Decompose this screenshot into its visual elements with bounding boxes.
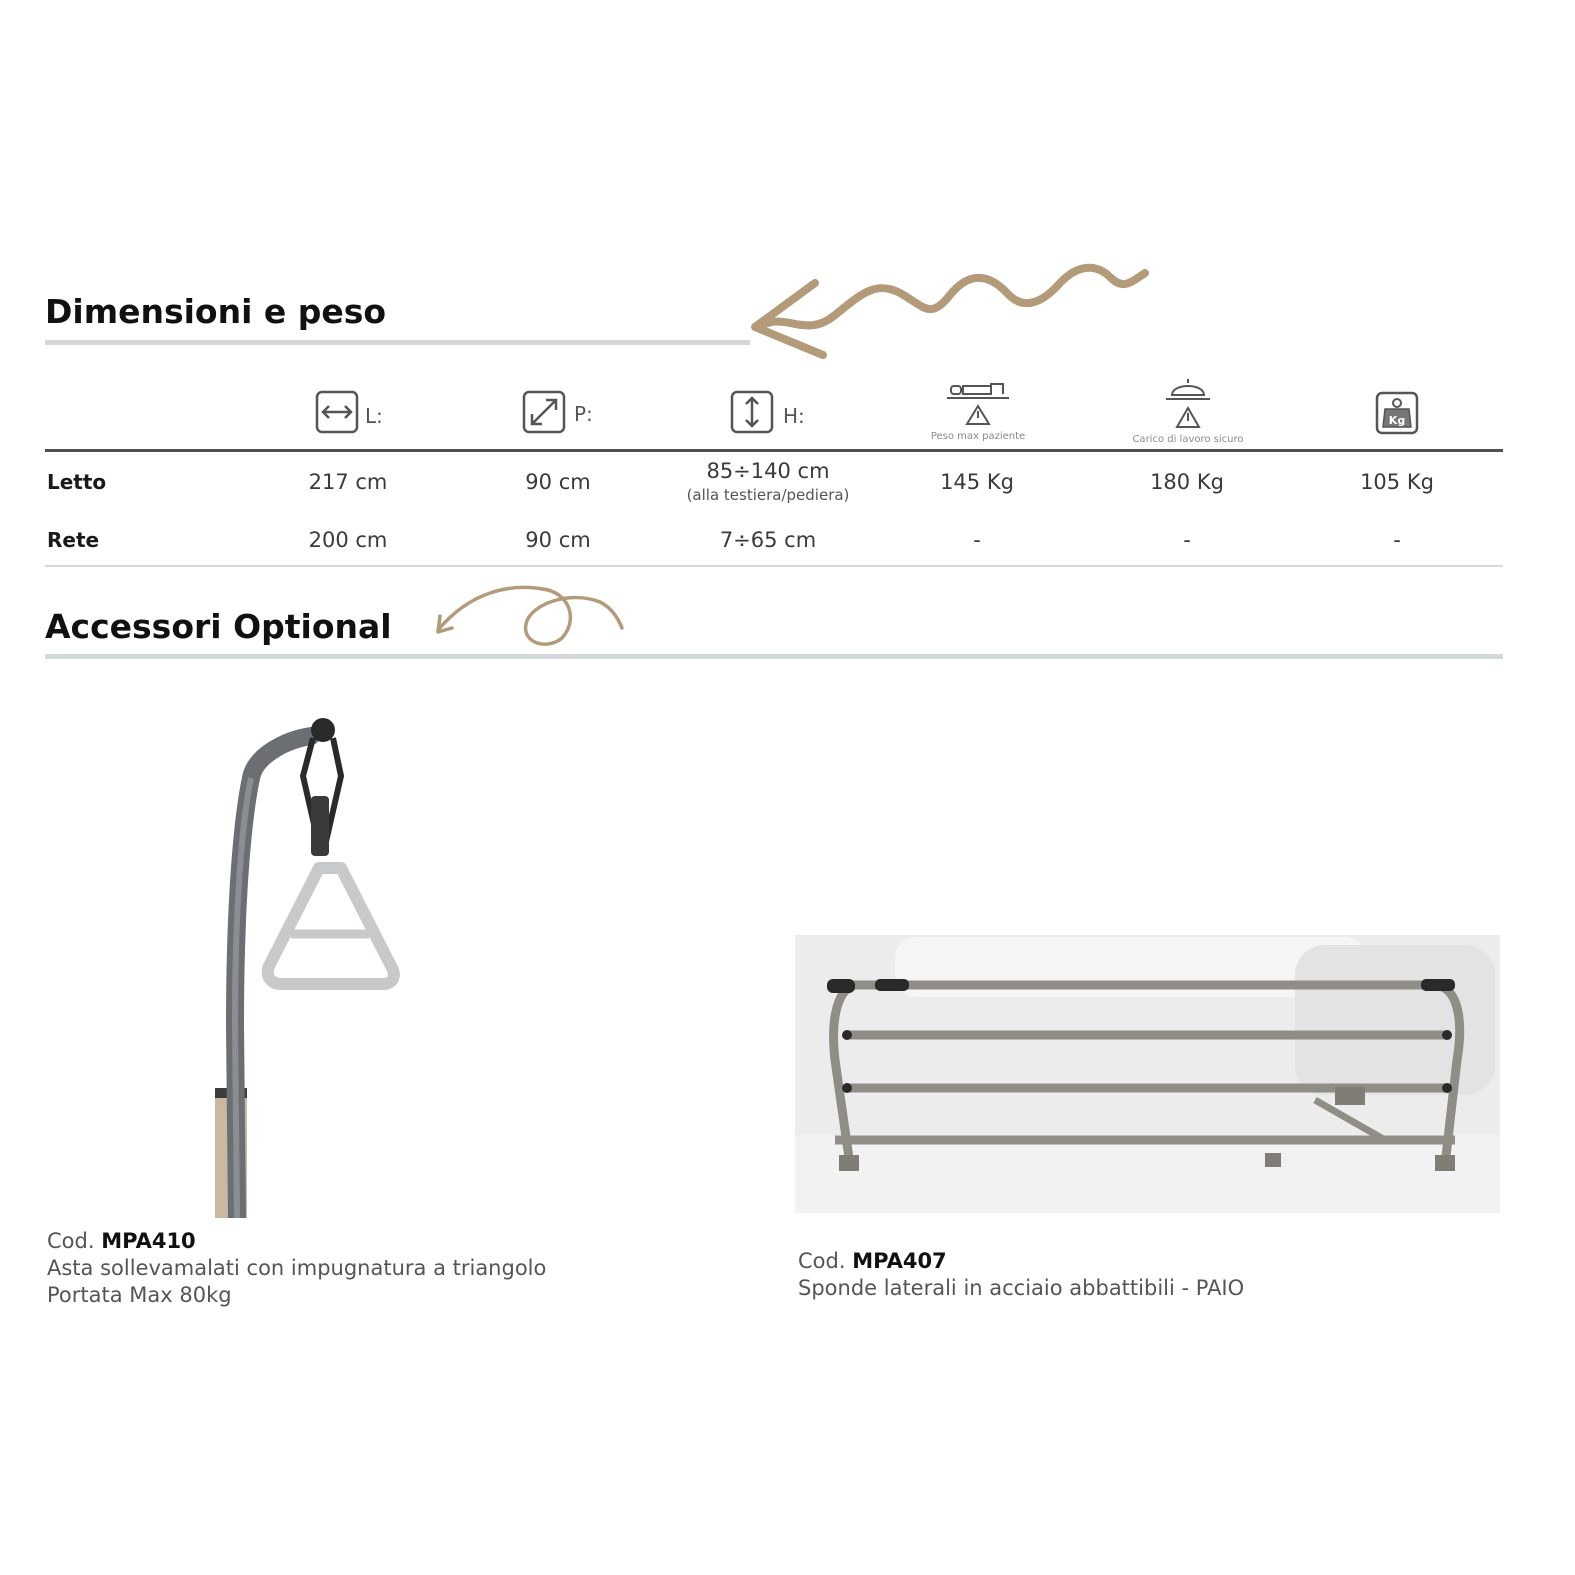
cell-letto-safe-load: 180 Kg	[1150, 470, 1224, 494]
accessory-1-code	[47, 1229, 196, 1253]
dimensions-title-rule	[45, 340, 750, 345]
accessory-1-description: Asta sollevamalati con impugnatura a triangolo	[47, 1256, 547, 1280]
cell-rete-height: 7÷65 cm	[719, 528, 817, 552]
cell-rete-safe-load: -	[1183, 528, 1191, 552]
cell-letto-height-note: (alla testiera/pediera)	[686, 486, 850, 504]
length-arrow-icon	[315, 390, 359, 434]
safe-load-caption: Carico di lavoro sicuro	[1132, 434, 1244, 445]
accessory-1-code-prefix: Cod.	[47, 1229, 95, 1253]
cell-rete-max-patient: -	[973, 528, 981, 552]
weight-kg-icon	[1375, 391, 1419, 435]
accessory-2-code-value: MPA407	[852, 1249, 947, 1273]
height-arrow-icon	[730, 390, 774, 434]
dimensions-title: Dimensioni e peso	[45, 292, 387, 331]
accessory-2-code-prefix: Cod.	[798, 1249, 846, 1273]
decorative-arrow-squiggle-icon	[745, 255, 1160, 365]
table-header-line	[45, 449, 1503, 452]
table-bottom-line	[45, 565, 1503, 567]
safe-load-warning-icon	[1162, 375, 1214, 431]
cell-letto-depth: 90 cm	[525, 470, 591, 494]
patient-bed-warning-icon	[945, 378, 1011, 428]
decorative-loop-arrow-icon	[430, 582, 630, 652]
accessory-2-code	[798, 1249, 947, 1273]
cell-letto-max-patient: 145 Kg	[940, 470, 1014, 494]
row-label-rete: Rete	[47, 528, 100, 552]
row-label-letto: Letto	[47, 470, 107, 494]
length-header: L:	[365, 404, 383, 428]
accessory-1-capacity: Portata Max 80kg	[47, 1283, 232, 1307]
weight-kg-icon-text: Kg	[1388, 414, 1406, 427]
cell-letto-weight: 105 Kg	[1360, 470, 1434, 494]
side-rails-product-image	[795, 935, 1500, 1213]
cell-rete-weight: -	[1393, 528, 1401, 552]
accessories-title: Accessori Optional	[45, 607, 392, 646]
cell-letto-length: 217 cm	[308, 470, 388, 494]
max-patient-caption: Peso max paziente	[930, 431, 1026, 442]
lifting-pole-product-image	[215, 696, 415, 1218]
accessory-1-code-value: MPA410	[101, 1229, 196, 1253]
cell-rete-depth: 90 cm	[525, 528, 591, 552]
accessory-2-description: Sponde laterali in acciaio abbattibili - PAIO	[798, 1276, 1245, 1300]
depth-arrow-icon	[522, 390, 566, 434]
cell-rete-length: 200 cm	[308, 528, 388, 552]
height-header: H:	[783, 404, 805, 428]
depth-header: P:	[574, 402, 593, 426]
cell-letto-height: 85÷140 cm	[706, 459, 830, 483]
accessories-title-rule	[45, 654, 1503, 659]
